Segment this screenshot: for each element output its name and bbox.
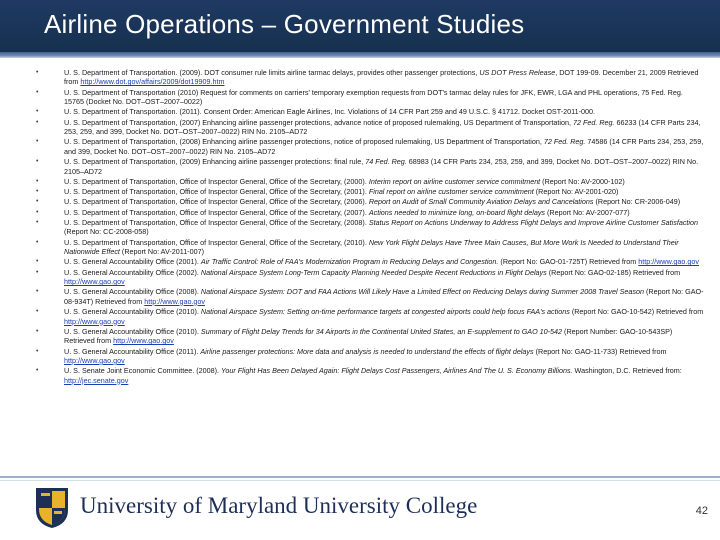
- reference-text: U. S. Department of Transportation, Office of Inspector General, Office of the Secretary, (2008).: [64, 218, 369, 227]
- reference-link[interactable]: http://www.gao.gov: [144, 296, 206, 306]
- reference-link[interactable]: http://www.gao.gov: [64, 277, 125, 287]
- slide-header: [0, 0, 720, 52]
- reference-text: U. S. Department of Transportation, (2008) Enhancing airline passenger protections, notice of proposed rulemaking, US Department of Transportation,: [64, 137, 544, 147]
- reference-title: 74 Fed. Reg.: [365, 157, 407, 167]
- reference-item: [36, 218, 704, 237]
- university-seal-icon: [32, 484, 72, 530]
- reference-link[interactable]: http://www.gao.gov: [113, 336, 174, 346]
- bullet-icon: •: [36, 238, 39, 246]
- bullet-icon: •: [36, 258, 39, 266]
- header-divider: [0, 52, 720, 58]
- page-number: 42: [695, 505, 708, 517]
- reference-text: U. S. General Accountability Office (2001).: [64, 257, 201, 267]
- reference-title: 72 Fed. Reg.: [543, 137, 586, 147]
- reference-details: (Report No: AV-2007-077): [545, 207, 630, 217]
- reference-title: National Airspace System Long-Term Capacity Planning Needed Despite Recent Reductions in Flight Delays: [200, 267, 547, 277]
- reference-item: [36, 257, 704, 266]
- reference-details: (Report No: CC-2008-058): [64, 227, 149, 237]
- reference-title: Interim report on airline customer service commitment: [368, 176, 541, 186]
- reference-link[interactable]: http://jec.senate.gov: [64, 375, 129, 385]
- reference-details: 66233 (14 CFR Parts 234, 253, 259, and 399, Docket No. DOT–OST–2007–0022) RIN No. 2105–AD72: [64, 117, 701, 137]
- reference-text: U. S. Department of Transportation. (2011). Consent Order: American Eagle Airlines, Inc. Violations of 14 CFR Part 259 and 49 U.S.C. § 41712. Docket OST-2011-000.: [64, 107, 595, 117]
- bullet-icon: •: [36, 118, 39, 126]
- bullet-icon: •: [36, 219, 39, 226]
- reference-item: [36, 347, 704, 366]
- reference-item: [36, 208, 704, 217]
- reference-title: National Airspace System: Setting on-time performance targets at congested airports could help focus FAA's actions: [200, 307, 570, 317]
- reference-details: 68983 (14 CFR Parts 234, 253, 259, and 399, Docket No. DOT–OST–2007–0022) RIN No. 2105–AD72: [64, 157, 699, 176]
- reference-item: [36, 238, 704, 257]
- reference-item: [36, 177, 704, 186]
- reference-item: [36, 118, 704, 137]
- slide-title: Airline Operations – Government Studies: [44, 9, 525, 39]
- reference-details: Washington, D.C. Retrieved from:: [572, 366, 682, 376]
- reference-item: [36, 366, 704, 385]
- reference-details: (Report No: AV-2001-020): [533, 187, 619, 197]
- reference-title: National Airspace System: DOT and FAA Actions Will Likely Have a Limited Effect on Reducing Delays during Summer 2008 Travel Season: [200, 287, 644, 297]
- reference-details: (Report No: AV-2011-007): [119, 247, 204, 257]
- bullet-icon: •: [36, 347, 39, 355]
- bullet-icon: •: [36, 158, 39, 166]
- reference-item: [36, 327, 704, 346]
- reference-title: Your Flight Has Been Delayed Again: Flight Delays Cost Passengers, Airlines And The U. S. Economy Billions.: [221, 366, 573, 376]
- reference-text: U. S. Department of Transportation, Office of Inspector General, Office of the Secretary, (2007).: [64, 207, 369, 217]
- bullet-icon: •: [36, 138, 39, 146]
- reference-title: Status Report on Actions Underway to Address Flight Delays and Improve Airline Customer Satisfaction: [368, 218, 699, 227]
- bullet-icon: •: [36, 308, 39, 316]
- reference-title: New York Flight Delays Have Three Main Causes, But More Work Is Needed to Understand Their Nationwide Effect: [64, 237, 679, 257]
- reference-list: [36, 68, 704, 386]
- reference-item: [36, 88, 704, 107]
- bullet-icon: •: [36, 198, 39, 206]
- reference-text: U. S. Department of Transportation (2010) Request for comments on carriers' temporary exemption requests from DOT's tarmac delay rules for JFK, EWR, LGA and PHL operations, 75 Fed. Reg. 15765 (Docket No. DOT–OST–2007–0022): [64, 87, 683, 107]
- reference-item: [36, 268, 704, 287]
- bullet-icon: •: [36, 177, 39, 185]
- reference-details: (Report No: GAO-01-725T) Retrieved from: [498, 257, 639, 267]
- reference-details: (Report No: GAO-11-733) Retrieved from: [533, 346, 667, 356]
- footer-divider-light: [0, 480, 720, 481]
- reference-details: (Report No: GAO-10-542) Retrieved from: [569, 307, 704, 317]
- bullet-icon: •: [36, 327, 39, 335]
- reference-text: U. S. Senate Joint Economic Committee. (2008).: [64, 366, 221, 376]
- reference-text: U. S. General Accountability Office (2010).: [64, 307, 201, 317]
- reference-text: U. S. General Accountability Office (2011).: [64, 346, 201, 356]
- reference-title: Report on Audit of Small Community Aviation Delays and Cancelations: [368, 197, 594, 207]
- reference-link[interactable]: http://www.gao.gov: [638, 257, 699, 267]
- reference-title: Summary of Flight Delay Trends for 34 Airports in the Continental United States, an E-supplement to GAO 10-542: [200, 326, 563, 336]
- reference-link[interactable]: http://www.gao.gov: [64, 316, 125, 326]
- reference-details: (Report No: GAO-08-934T) Retrieved from: [64, 287, 704, 306]
- reference-title: 72 Fed. Reg.: [573, 117, 615, 127]
- reference-title: Airline passenger protections: More data and analysis is needed to understand the effects of flight delays: [200, 346, 534, 356]
- reference-details: (Report No: AV-2000-102): [540, 176, 625, 186]
- reference-item: [36, 107, 704, 116]
- reference-text: U. S. Department of Transportation, Office of Inspector General, Office of the Secretary, (2001).: [64, 187, 369, 197]
- reference-item: [36, 307, 704, 326]
- reference-details: (Report No: GAO-02-185) Retrieved from: [546, 267, 681, 277]
- reference-details: (Report No: CR-2006-049): [593, 197, 681, 207]
- reference-item: [36, 197, 704, 206]
- bullet-icon: •: [36, 208, 39, 216]
- bullet-icon: •: [36, 268, 39, 276]
- reference-title: US DOT Press Release: [479, 68, 556, 77]
- bullet-icon: •: [36, 108, 39, 116]
- reference-details: , DOT 199-09. December 21, 2009 Retrieved from: [64, 68, 699, 87]
- reference-details: (Report Number: GAO-10-543SP) Retrieved from: [64, 326, 673, 346]
- reference-item: [36, 187, 704, 196]
- reference-item: [36, 287, 704, 306]
- bullet-icon: •: [36, 188, 39, 196]
- reference-text: U. S. Department of Transportation, (2007) Enhancing airline passenger protections, advance notice of proposed rulemaking, US Department of Transportation,: [64, 117, 573, 127]
- footer-divider: [0, 476, 720, 478]
- reference-link[interactable]: http://www.dot.gov/affairs/2009/dot19909.htm: [80, 77, 225, 87]
- reference-item: [36, 68, 704, 87]
- reference-item: [36, 137, 704, 156]
- reference-details: 74586 (14 CFR Parts 234, 253, 259, and 399, Docket No. DOT–OST–2007–0022) RIN No. 2105–AD72: [64, 137, 704, 156]
- reference-link[interactable]: http://www.gao.gov: [64, 355, 125, 365]
- reference-item: [36, 157, 704, 176]
- bullet-icon: •: [36, 69, 39, 76]
- reference-text: U. S. Department of Transportation, (2009) Enhancing airline passenger protections: final rule,: [64, 157, 366, 167]
- university-name: University of Maryland University College: [80, 493, 478, 518]
- reference-text: U. S. Department of Transportation. (2009). DOT consumer rule limits airline tarmac delays, provides other passenger protections,: [64, 68, 480, 77]
- reference-text: U. S. General Accountability Office (2010).: [64, 326, 201, 336]
- bullet-icon: •: [36, 288, 39, 296]
- reference-text: U. S. Department of Transportation, Office of Inspector General, Office of the Secretary, (2010).: [64, 237, 369, 247]
- bullet-icon: •: [36, 88, 39, 96]
- reference-title: Final report on airline customer service commitment: [368, 187, 534, 197]
- reference-text: U. S. General Accountability Office (2002).: [64, 267, 201, 277]
- bullet-icon: •: [36, 367, 39, 375]
- reference-text: U. S. General Accountability Office (2008).: [64, 287, 201, 297]
- reference-text: U. S. Department of Transportation, Office of Inspector General, Office of the Secretary, (2000).: [64, 176, 369, 186]
- reference-text: U. S. Department of Transportation, Office of Inspector General, Office of the Secretary, (2006).: [64, 197, 369, 207]
- reference-title: Actions needed to minimize long, on-board flight delays: [368, 207, 546, 217]
- reference-title: Air Traffic Control: Role of FAA's Modernization Program in Reducing Delays and Congestion.: [200, 257, 499, 267]
